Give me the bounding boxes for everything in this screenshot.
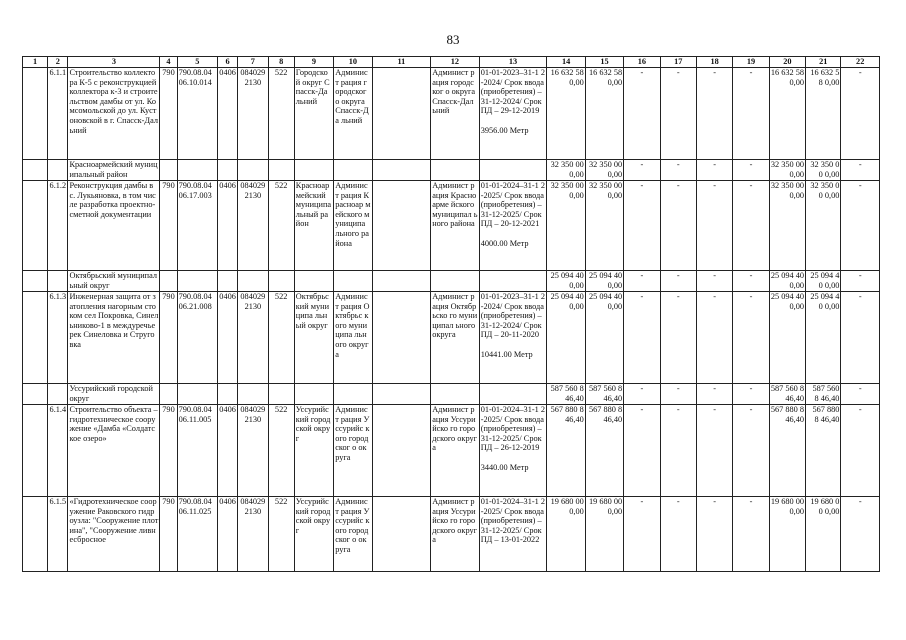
table-cell: 32 350 00 0,00 xyxy=(585,160,623,181)
table-row xyxy=(23,68,880,160)
table-cell: Админист рация городског о округа Спасск-Да льний xyxy=(334,68,372,160)
table-cell: - xyxy=(660,271,696,292)
column-number: 20 xyxy=(769,57,805,68)
column-number: 16 xyxy=(624,57,660,68)
table-cell: 25 094 40 0,00 xyxy=(806,271,841,292)
table-cell: 790.08.04 06.21.008 xyxy=(177,292,217,384)
table-cell: Октябрьс кий муниципа льный округ xyxy=(294,292,333,384)
table-cell: 32 350 00 0,00 xyxy=(547,160,585,181)
table-cell: 522 xyxy=(268,405,294,497)
table-cell xyxy=(177,160,217,181)
table-cell: - xyxy=(841,405,880,497)
group-row xyxy=(23,160,880,181)
table-cell: 790 xyxy=(160,405,177,497)
table-cell: 567 880 8 46,40 xyxy=(806,405,841,497)
table-cell: - xyxy=(624,68,660,160)
table-cell: 0406 xyxy=(218,181,238,271)
table-cell xyxy=(160,271,177,292)
table-cell: - xyxy=(624,160,660,181)
column-number: 10 xyxy=(334,57,372,68)
data-table xyxy=(22,56,880,572)
table-cell xyxy=(238,271,268,292)
group-row xyxy=(23,384,880,405)
table-cell xyxy=(177,271,217,292)
table-cell: 790.08.04 06.11.005 xyxy=(177,405,217,497)
table-cell xyxy=(372,384,431,405)
table-cell: Админист рация Красноарме йского муниципал ьного района xyxy=(431,181,480,271)
table-cell xyxy=(268,160,294,181)
table-cell: - xyxy=(733,384,769,405)
table-cell: - xyxy=(841,271,880,292)
table-cell: Строительство коллектора К-5 с реконструкцией коллектора к-3 и строительством дамбы от ул. Комсомольской до ул. Кустоновской в г. Спасск-Дальний xyxy=(68,68,160,160)
column-number: 5 xyxy=(177,57,217,68)
table-cell: Админист рация Уссурийс кого городског о округа xyxy=(334,497,372,572)
table-cell xyxy=(372,405,431,497)
table-cell: - xyxy=(696,160,732,181)
column-number: 9 xyxy=(294,57,333,68)
table-cell xyxy=(160,160,177,181)
column-number: 11 xyxy=(372,57,431,68)
table-cell xyxy=(334,160,372,181)
table-cell xyxy=(23,68,48,160)
table-cell: 32 350 00 0,00 xyxy=(806,160,841,181)
table-cell: - xyxy=(696,68,732,160)
column-number: 18 xyxy=(696,57,732,68)
column-number: 2 xyxy=(48,57,68,68)
table-cell: - xyxy=(660,160,696,181)
table-cell: 16 632 58 0,00 xyxy=(547,68,585,160)
table-row xyxy=(23,405,880,497)
table-cell: - xyxy=(660,292,696,384)
table-cell: 790 xyxy=(160,181,177,271)
table-cell: Админист рация Уссурийско го городского округа xyxy=(431,497,480,572)
table-cell: - xyxy=(733,160,769,181)
table-cell: Админист рация Уссурийс кого городског о округа xyxy=(334,405,372,497)
table-cell: - xyxy=(660,384,696,405)
table-cell: 790.08.04 06.10.014 xyxy=(177,68,217,160)
table-cell: 0406 xyxy=(218,405,238,497)
column-number: 14 xyxy=(547,57,585,68)
table-cell: 6.1.4 xyxy=(48,405,68,497)
table-cell: Уссурийский городской округ xyxy=(68,384,160,405)
table-cell xyxy=(372,68,431,160)
table-cell: - xyxy=(696,405,732,497)
table-row xyxy=(23,497,880,572)
table-cell xyxy=(431,160,480,181)
column-number: 17 xyxy=(660,57,696,68)
table-cell: 522 xyxy=(268,292,294,384)
table-cell xyxy=(294,160,333,181)
table-cell xyxy=(218,384,238,405)
table-cell xyxy=(372,497,431,572)
table-cell: - xyxy=(733,68,769,160)
column-number: 19 xyxy=(733,57,769,68)
table-cell xyxy=(23,181,48,271)
column-number: 21 xyxy=(806,57,841,68)
table-cell: - xyxy=(841,160,880,181)
table-cell: 0406 xyxy=(218,292,238,384)
table-cell xyxy=(48,271,68,292)
table-cell: 01-01-2023–31-1 2-2024/ Срок ввода (приобретения) – 31-12-2024/ Срок ПД – 29-12-2019 3956.00 Метр xyxy=(479,68,547,160)
table-cell xyxy=(431,271,480,292)
table-cell xyxy=(268,271,294,292)
table-cell: 32 350 00 0,00 xyxy=(770,160,807,179)
table-cell xyxy=(23,292,48,384)
table-cell xyxy=(294,271,333,292)
table-cell: - xyxy=(660,68,696,160)
table-cell: - xyxy=(696,181,732,271)
table-cell: - xyxy=(733,497,769,572)
table-cell xyxy=(334,384,372,405)
column-number: 8 xyxy=(268,57,294,68)
table-cell: «Гидротехническое сооружение Раковского гидроузла: "Сооружение плотина", "Сооружение ливнесбросное xyxy=(68,497,160,572)
table-cell: 6.1.1 xyxy=(48,68,68,160)
table-cell: 790 xyxy=(160,68,177,160)
table-cell: - xyxy=(733,292,769,384)
table-cell: 790.08.04 06.17.003 xyxy=(177,181,217,271)
table-cell: 25 094 40 0,00 xyxy=(585,271,623,292)
group-row xyxy=(23,271,880,292)
column-number: 1 xyxy=(23,57,48,68)
table-cell: 587 560 8 46,40 xyxy=(547,384,585,405)
table-cell: - xyxy=(733,271,769,292)
table-cell: - xyxy=(696,497,732,572)
column-number: 22 xyxy=(841,57,880,68)
table-cell: 790 xyxy=(160,497,177,572)
column-number: 12 xyxy=(431,57,480,68)
table-cell: 084029 2130 xyxy=(238,181,268,271)
table-cell: Реконструкция дамбы в с. Лукьяновка, в том числе разработка проектно-сметной документации xyxy=(68,181,160,271)
table-cell: 790 xyxy=(160,292,177,384)
column-number: 6 xyxy=(218,57,238,68)
table-cell: 567 880 8 46,40 xyxy=(547,405,585,497)
table-cell: Красноар мейский муниципа льный район xyxy=(294,181,333,271)
table-cell: - xyxy=(624,384,660,405)
table-cell xyxy=(372,181,431,271)
table-cell: 19 680 00 0,00 xyxy=(547,497,585,572)
table-cell: - xyxy=(624,181,660,271)
table-cell xyxy=(372,292,431,384)
table-cell: - xyxy=(660,497,696,572)
table-cell: 6.1.5 xyxy=(48,497,68,572)
table-cell: - xyxy=(841,497,880,572)
table-cell xyxy=(218,160,238,181)
column-number: 15 xyxy=(585,57,623,68)
table-cell xyxy=(479,160,547,181)
table-cell: - xyxy=(696,271,732,292)
table-cell xyxy=(23,497,48,572)
table-cell: 16 632 58 0,00 xyxy=(806,68,841,160)
table-cell xyxy=(238,160,268,181)
table-cell: 16 632 58 0,00 xyxy=(585,68,623,160)
table-cell: Октябрьский муниципальный округ xyxy=(68,271,160,292)
table-cell: - xyxy=(841,292,880,384)
table-cell: 084029 2130 xyxy=(238,292,268,384)
table-cell: - xyxy=(696,384,732,405)
table-cell: Инженерная защита от затопления нагорным стоком сел Покровка, Синельниково-1 в междуречье рек Синеловка и Струговка xyxy=(68,292,160,384)
table-cell xyxy=(23,160,48,181)
table-cell xyxy=(479,384,547,405)
table-cell: - xyxy=(660,181,696,271)
table-cell: 32 350 00 0,00 xyxy=(769,181,805,271)
table-cell xyxy=(238,384,268,405)
table-cell: 084029 2130 xyxy=(238,405,268,497)
table-cell: - xyxy=(624,292,660,384)
table-cell: - xyxy=(733,405,769,497)
table-cell: 084029 2130 xyxy=(238,497,268,572)
table-cell: 01-01-2024–31-1 2-2025/ Срок ввода (приобретения) – 31-12-2025/ Срок ПД – 26-12-2019 3440.00 Метр xyxy=(479,405,547,497)
table-cell: 25 094 40 0,00 xyxy=(547,292,585,384)
table-cell: 6.1.2 xyxy=(48,181,68,271)
table-cell: - xyxy=(841,68,880,160)
table-cell: 567 880 8 46,40 xyxy=(585,405,623,497)
table-row xyxy=(23,292,880,384)
table-cell: 587 560 8 46,40 xyxy=(806,384,841,405)
table-cell: 0406 xyxy=(218,68,238,160)
table-cell: 19 680 00 0,00 xyxy=(585,497,623,572)
table-cell: Админист рация Уссурийско го городского округа xyxy=(431,405,480,497)
table-cell: - xyxy=(841,384,880,405)
table-cell: Красноармейский муниципальный район xyxy=(68,160,160,181)
table-cell: Админист рация Красноар мейского муниципа льного района xyxy=(334,181,372,271)
table-cell xyxy=(479,271,547,292)
table-cell: - xyxy=(624,497,660,572)
table-cell: 32 350 00 0,00 xyxy=(585,181,623,271)
header-row xyxy=(23,57,880,68)
table-cell xyxy=(268,384,294,405)
table-cell: - xyxy=(660,405,696,497)
table-cell xyxy=(160,384,177,405)
table-cell: 25 094 40 0,00 xyxy=(585,292,623,384)
table-cell: Уссурийс кий городской округ xyxy=(294,497,333,572)
table-cell: Админист рация городског о округа Спасск-Дал ьний xyxy=(431,68,480,160)
table-cell xyxy=(177,384,217,405)
table-cell: 587 560 8 46,40 xyxy=(770,384,807,403)
table-cell: 0406 xyxy=(218,497,238,572)
table-cell xyxy=(334,271,372,292)
table-cell xyxy=(23,271,48,292)
table-cell: - xyxy=(624,405,660,497)
table-cell: 25 094 40 0,00 xyxy=(769,292,805,384)
table-cell xyxy=(372,160,431,181)
column-number: 4 xyxy=(160,57,177,68)
table-cell: 01-01-2024–31-1 2-2025/ Срок ввода (приобретения) – 31-12-2025/ Срок ПД – 13-01-2022 xyxy=(479,497,547,572)
table-cell: Админист рация Октябрьско го муниципал ьного округа xyxy=(431,292,480,384)
table-cell: - xyxy=(841,181,880,271)
table-cell: Строительство объекта – гидротехническое сооружение «Дамба «Солдатское озеро» xyxy=(68,405,160,497)
table-cell: 01-01-2024–31-1 2-2025/ Срок ввода (приобретения) – 31-12-2025/ Срок ПД – 20-12-2021 4000.00 Метр xyxy=(479,181,547,271)
table-cell: 567 880 8 46,40 xyxy=(769,405,805,497)
table-cell: 25 094 40 0,00 xyxy=(547,271,585,292)
table-cell xyxy=(23,405,48,497)
table-cell: - xyxy=(696,292,732,384)
table-cell: 19 680 00 0,00 xyxy=(806,497,841,572)
table-cell: 790.08.04 06.11.025 xyxy=(177,497,217,572)
table-cell: 25 094 40 0,00 xyxy=(806,292,841,384)
table-cell xyxy=(294,384,333,405)
table-cell: Уссурийс кий городской округ xyxy=(294,405,333,497)
table-cell: 587 560 8 46,40 xyxy=(585,384,623,405)
table-cell xyxy=(218,271,238,292)
table-cell: 522 xyxy=(268,181,294,271)
page-number: 83 xyxy=(446,32,460,47)
table-cell xyxy=(372,271,431,292)
table-cell xyxy=(23,384,48,405)
table-cell xyxy=(431,384,480,405)
table-cell xyxy=(48,384,68,405)
table-cell: - xyxy=(733,181,769,271)
table-cell: 32 350 00 0,00 xyxy=(806,181,841,271)
table-cell: 16 632 58 0,00 xyxy=(769,68,805,160)
table-cell: - xyxy=(624,271,660,292)
table-cell: 084029 2130 xyxy=(238,68,268,160)
table-cell: 25 094 40 0,00 xyxy=(770,271,807,290)
table-cell: Городско й округ Спасск-Да льний xyxy=(294,68,333,160)
table-row xyxy=(23,181,880,271)
table-cell: Админист рация Октябрьс кого муниципа льного округа xyxy=(334,292,372,384)
table-cell: 01-01-2023–31-1 2-2024/ Срок ввода (приобретения) – 31-12-2024/ Срок ПД – 20-11-2020 10441.00 Метр xyxy=(479,292,547,384)
table-cell: 6.1.3 xyxy=(48,292,68,384)
column-number: 7 xyxy=(238,57,268,68)
table-cell xyxy=(48,160,68,181)
table-cell: 19 680 00 0,00 xyxy=(769,497,805,572)
table-cell: 32 350 00 0,00 xyxy=(547,181,585,271)
table-cell: 522 xyxy=(268,68,294,160)
column-number: 13 xyxy=(479,57,547,68)
table-cell: 522 xyxy=(268,497,294,572)
column-number: 3 xyxy=(68,57,160,68)
